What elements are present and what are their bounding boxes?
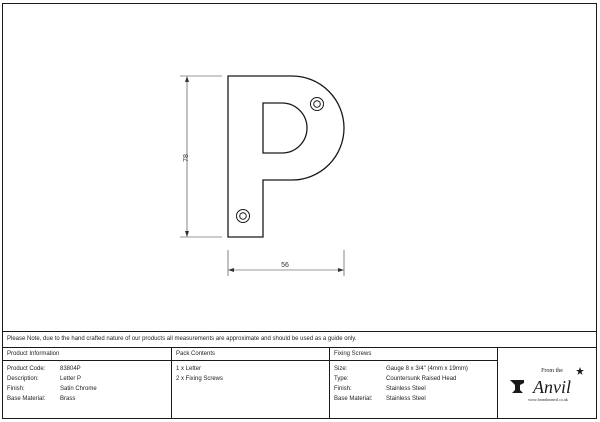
screw-size-value: Gauge 8 x 3/4" (4mm x 19mm) (386, 366, 468, 372)
screw-type-value: Countersunk Raised Head (386, 376, 457, 382)
disclaimer-note: Please Note, due to the hand crafted nature of our products all measurements are approximate and should be used as a guide only. (7, 336, 357, 342)
divider-top (2, 331, 597, 332)
screw-finish-value: Stainless Steel (386, 386, 426, 392)
logo-brand: Anvil (533, 377, 571, 397)
description-label: Description: (7, 376, 39, 382)
logo-url: www.fromtheanvil.co.uk (528, 397, 568, 402)
divider-note (2, 347, 597, 348)
width-dimension-label: 56 (281, 262, 289, 269)
column-divider-3 (497, 347, 498, 419)
pack-item: 2 x Fixing Screws (176, 376, 224, 382)
pack-item: 1 x Letter (176, 366, 202, 372)
pack-contents-title: Pack Contents (176, 351, 216, 357)
screw-base-material-label: Base Material: (334, 396, 373, 402)
letter-p-counter (263, 103, 307, 153)
product-code-value: 83804P (60, 366, 81, 372)
product-code-label: Product Code: (7, 366, 46, 372)
finish-value: Satin Chrome (60, 386, 97, 392)
logo-tagline: From the (541, 368, 563, 374)
logo-star-icon (576, 367, 584, 375)
column-divider-1 (171, 347, 172, 419)
fixing-screws-title: Fixing Screws (334, 351, 372, 357)
product-information-title: Product Information (7, 351, 60, 357)
finish-label: Finish: (7, 386, 25, 392)
height-dimension-label: 78 (183, 154, 190, 162)
divider-headers (2, 360, 497, 361)
screw-type-label: Type: (334, 376, 349, 382)
lower-screw-hole (237, 210, 250, 223)
upper-screw-hole (311, 98, 324, 111)
screw-finish-label: Finish: (334, 386, 352, 392)
base-material-value: Brass (60, 396, 76, 402)
screw-base-material-value: Stainless Steel (386, 396, 426, 402)
base-material-label: Base Material: (7, 396, 46, 402)
description-value: Letter P (60, 376, 82, 382)
anvil-icon (510, 380, 524, 393)
letter-p-outline (228, 76, 344, 237)
from-the-anvil-logo (508, 364, 588, 404)
column-divider-2 (329, 347, 330, 419)
screw-size-label: Size: (334, 366, 348, 372)
